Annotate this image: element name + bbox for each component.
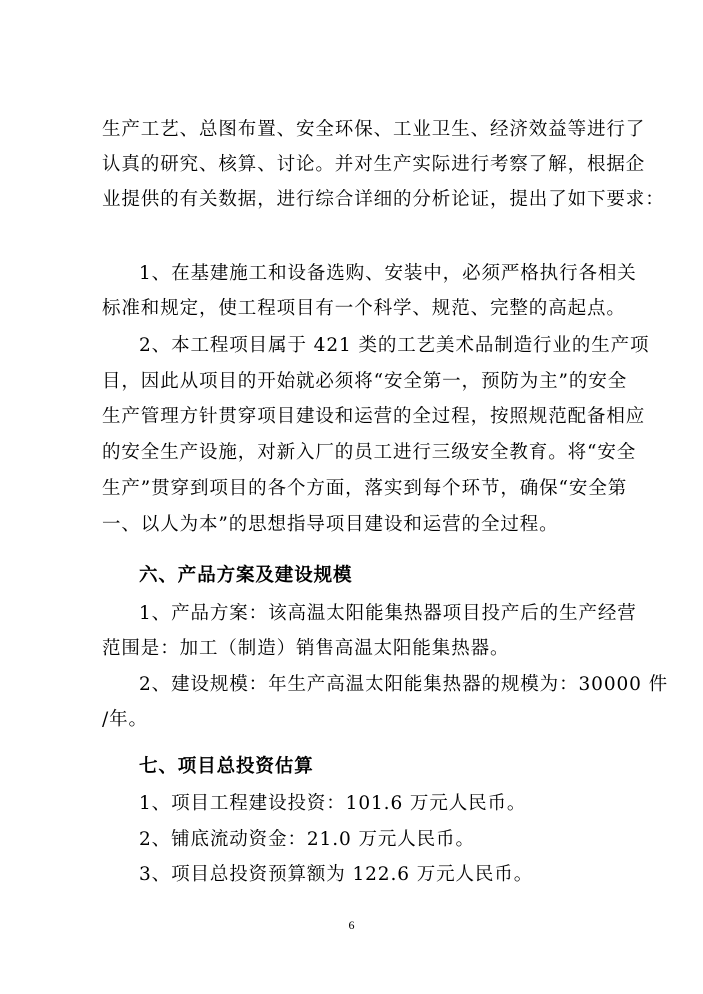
page-number: 6 bbox=[348, 918, 355, 932]
intro-line-3: 业提供的有关数据，进行综合详细的分析论证，提出了如下要求： bbox=[102, 189, 665, 210]
intro-line-2: 认真的研究、核算、讨论。并对生产实际进行考察了解，根据企 bbox=[102, 154, 646, 175]
requirement-1-line-1: 1、在基建施工和设备选购、安装中，必须严格执行各相关 bbox=[139, 263, 637, 284]
requirement-2-line-2: 目，因此从项目的开始就必须将“安全第一，预防为主”的安全 bbox=[102, 371, 628, 392]
requirement-2-line-4: 的安全生产设施，对新入厂的员工进行三级安全教育。将“安全 bbox=[102, 442, 637, 463]
requirement-2-line-3: 生产管理方针贯穿项目建设和运营的全过程，按照规范配备相应 bbox=[102, 406, 646, 427]
section-6-item-2-line-2: /年。 bbox=[102, 709, 148, 730]
section-6-item-2-line-1: 2、建设规模：年生产高温太阳能集热器的规模为：30000 件 bbox=[139, 674, 669, 695]
section-7-heading: 七、项目总投资估算 bbox=[139, 756, 314, 777]
intro-line-1: 生产工艺、总图布置、安全环保、工业卫生、经济效益等进行了 bbox=[102, 119, 646, 140]
section-6-item-1-line-1: 1、产品方案：该高温太阳能集热器项目投产后的生产经营 bbox=[139, 603, 637, 624]
requirement-2-line-5: 生产”贯穿到项目的各个方面，落实到每个环节，确保“安全第 bbox=[102, 478, 628, 499]
section-6-item-1-line-2: 范围是：加工（制造）销售高温太阳能集热器。 bbox=[102, 638, 510, 659]
section-7-item-3: 3、项目总投资预算额为 122.6 万元人民币。 bbox=[139, 864, 534, 885]
requirement-1-line-2: 标准和规定，使工程项目有一个科学、规范、完整的高起点。 bbox=[102, 298, 626, 319]
requirement-2-line-6: 一、以人为本”的思想指导项目建设和运营的全过程。 bbox=[102, 514, 559, 535]
section-7-item-1: 1、项目工程建设投资：101.6 万元人民币。 bbox=[139, 793, 527, 814]
requirement-2-line-1: 2、本工程项目属于 421 类的工艺美术品制造行业的生产项 bbox=[139, 335, 650, 356]
section-7-item-2: 2、铺底流动资金：21.0 万元人民币。 bbox=[139, 829, 475, 850]
section-6-heading: 六、产品方案及建设规模 bbox=[139, 565, 353, 586]
